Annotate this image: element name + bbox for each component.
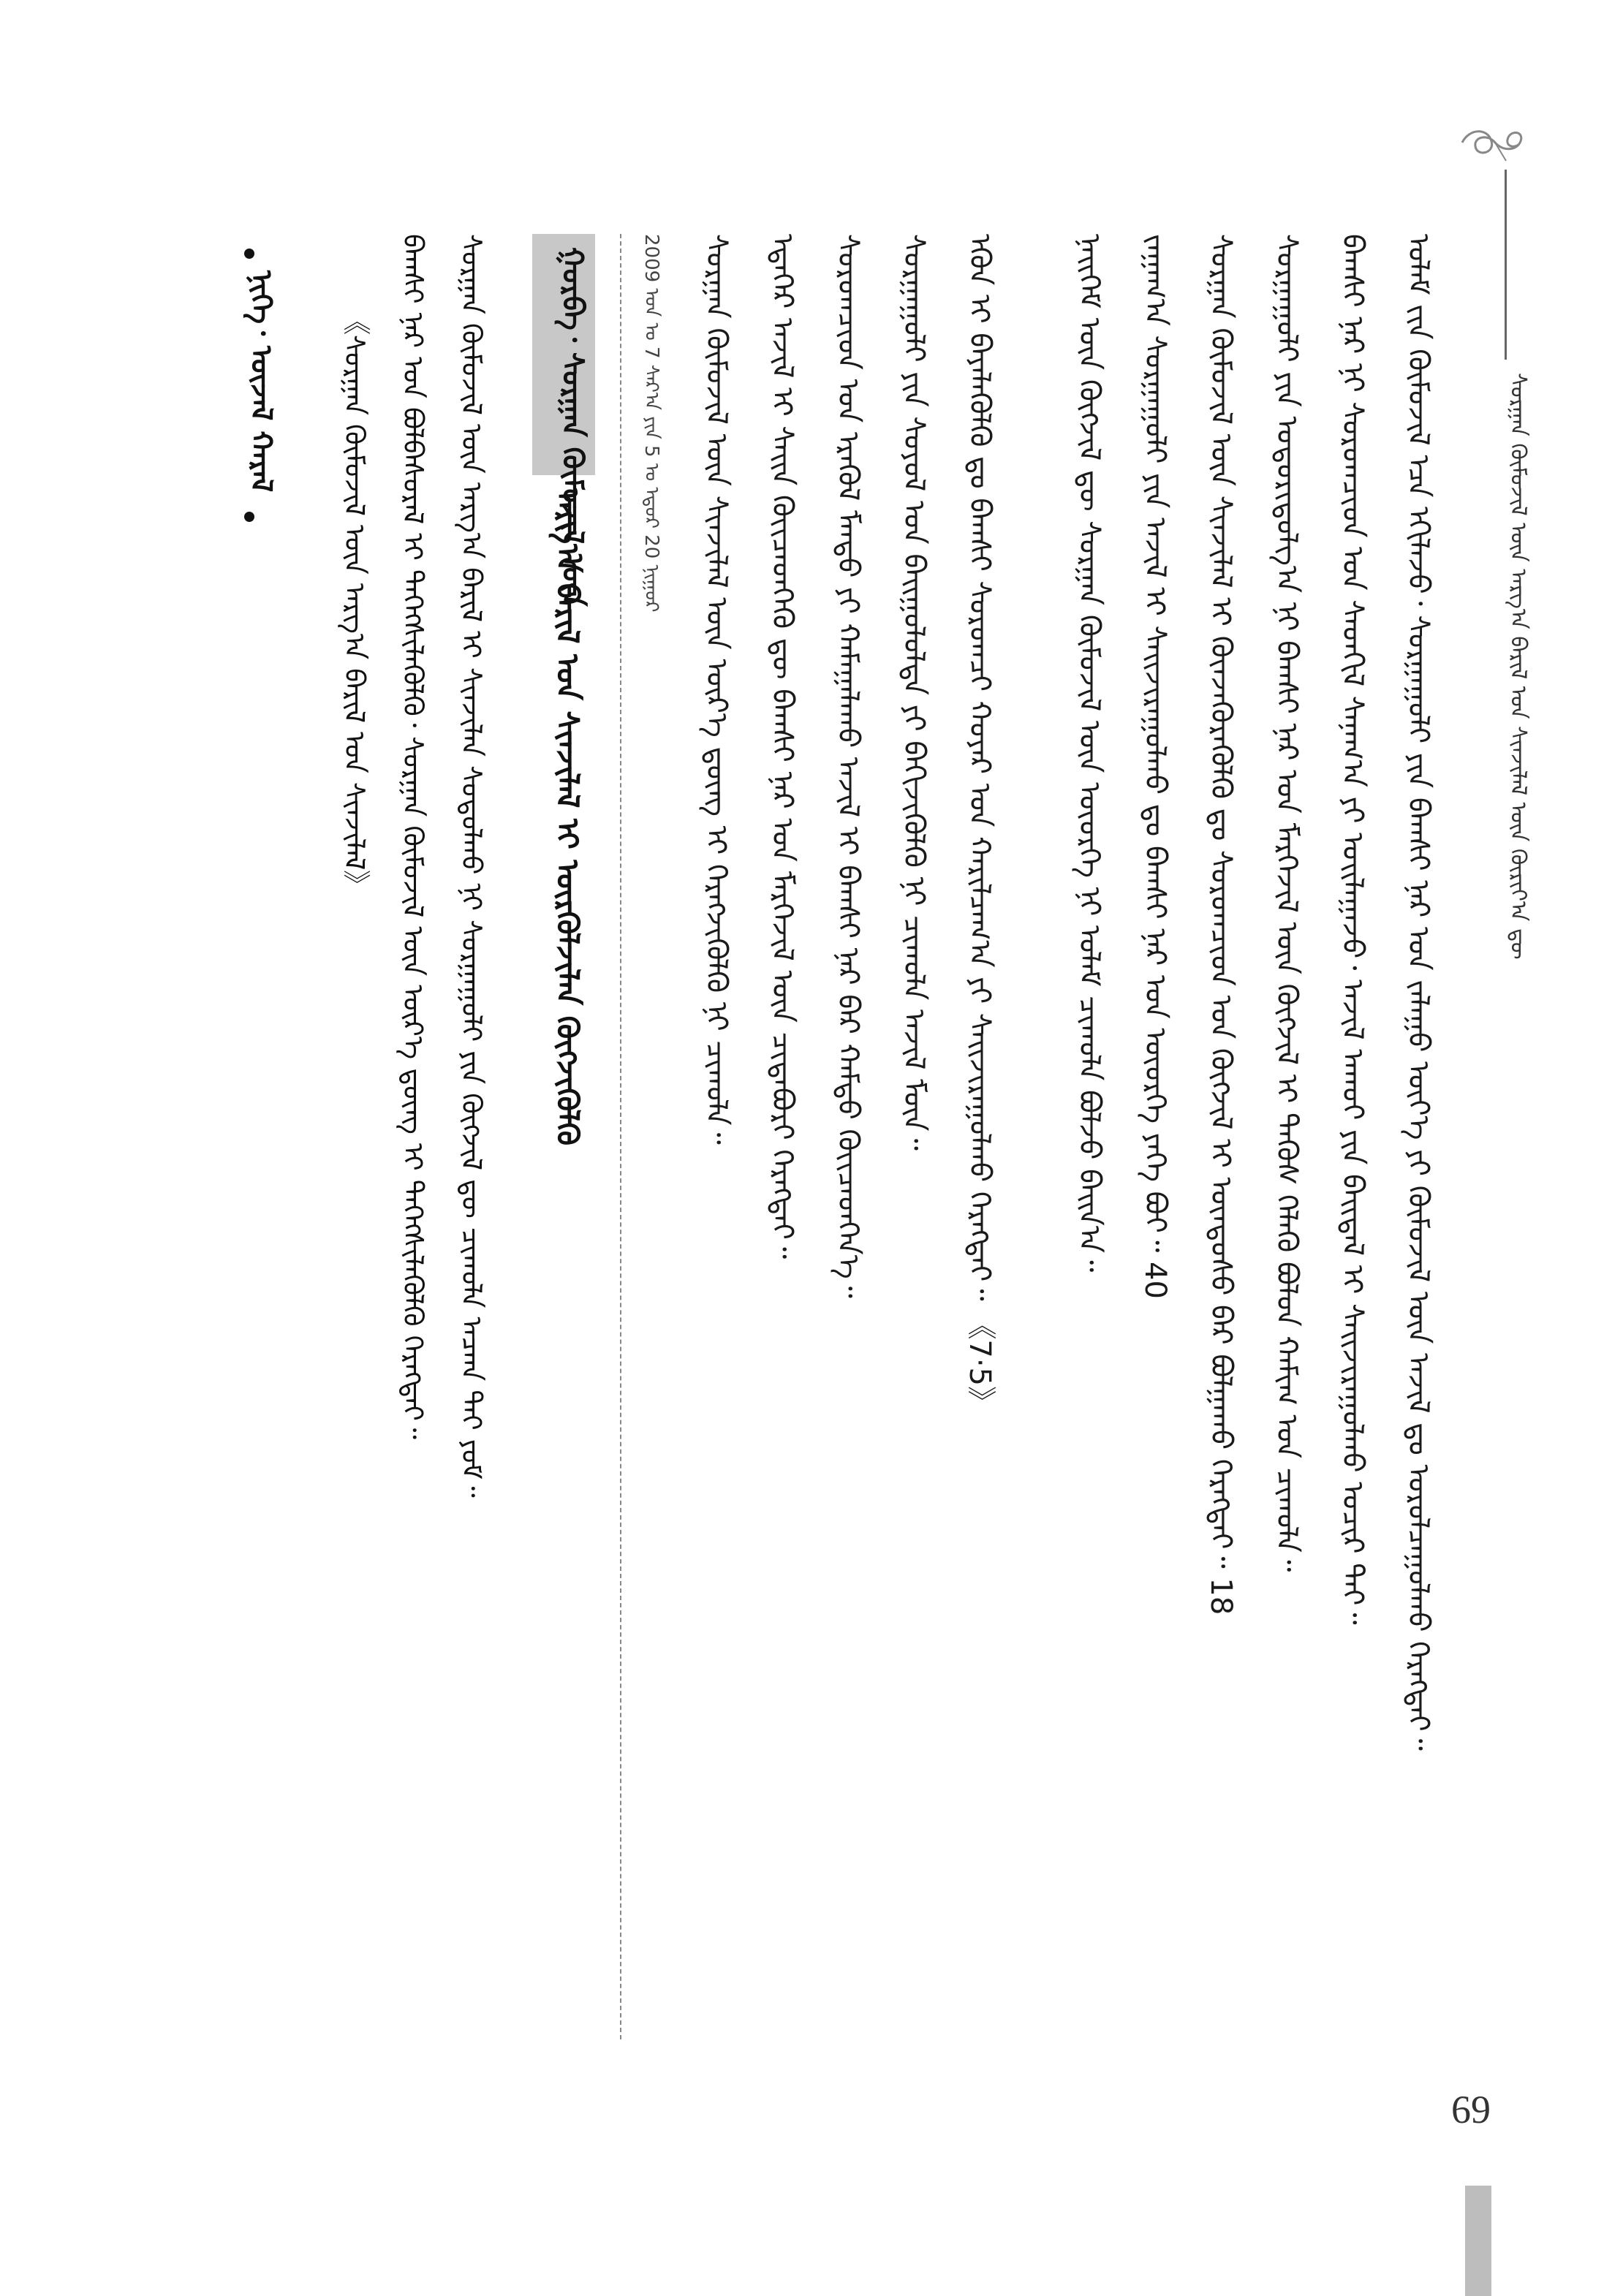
header-rule	[1505, 170, 1507, 360]
body-column: ᠰᠤᠷᠭᠠᠨ ᠬᠦᠮᠦᠵᠢᠯ ᠦᠨ ᠰᠢᠨᠵᠢᠯᠡᠯ ᠦᠨ ᠦᠷ᠎ᠡ ᠳ᠋ᠦᠩ ᠢ ᠬᠡᠷᠡᠭᠵᠢᠭᠦᠯᠬᠦ ᠨᠢ ᠴᠢᠬᠤᠯᠠ᠃	[700, 234, 733, 1145]
body-column: ᠨᠡᠢᠭᠡᠮ ᠦᠨ ᠬᠥᠭᠵᠢᠯ ᠳᠦ ᠰᠤᠷᠭᠠᠨ ᠬᠦᠮᠦᠵᠢᠯ ᠦᠨ ᠦᠦᠷᠭᠡ ᠨᠢ ᠤᠯᠠᠮ ᠴᠢᠬᠤᠯᠠ ᠪᠣᠯᠵᠤ ᠪᠠᠢᠨ᠎ᠠ᠃	[1072, 234, 1106, 1273]
body-column: ᠡᠭᠦᠨ ᠢ ᠪᠡᠶᠡᠯᠡᠭᠦᠯᠬᠦ ᠳᠤ ᠪᠠᠭᠰᠢ ᠰᠤᠷᠤᠭᠴᠢ ᠬᠣᠶᠠᠷ ᠤᠨ ᠬᠠᠷᠢᠯᠴᠠᠭ᠎ᠠ ᠶᠢ ᠰᠠᠢᠵᠢᠷᠠᠭᠤᠯᠬᠤ ᠬᠡᠷᠡᠭᠲᠡᠢ᠃ 《7·5》	[963, 234, 996, 1415]
next-heading: ᠨᠢᠭᠡ᠂ ᠦᠵᠡᠯ ᠬᠠᠷᠠᠯ	[244, 270, 278, 493]
page-number: 69	[1451, 2088, 1491, 2132]
heading-bullet	[244, 512, 254, 522]
running-header: ᠰᠤᠷᠭᠠᠨ ᠬᠦᠮᠦᠵᠢᠯ ᠦᠨ ᠠᠷᠭ᠎ᠠ ᠪᠠᠷᠢᠯ ᠤᠨ ᠰᠢᠨᠵᠢᠯᠡᠯ ᠦᠨ ᠬᠦᠷᠢᠶ᠎ᠡᠨ ᠳᠦ	[1505, 373, 1531, 960]
body-column: ᠰᠤᠷᠭᠠᠭᠤᠯᠢ ᠶᠢᠨ ᠰᠣᠶᠣᠯ ᠤᠨ ᠪᠠᠢᠭᠤᠯᠤᠯᠲᠠ ᠶᠢ ᠪᠡᠬᠢᠵᠢᠭᠦᠯᠬᠦ ᠨᠢ ᠴᠢᠬᠤᠯᠠ ᠠᠵᠢᠯ ᠮᠥᠨ᠃	[897, 234, 931, 1151]
footnote: 2009 ᠣᠨ ᠤ 7 ᠰᠠᠷ᠎ᠠ ᠶᠢᠨ 5 ᠤ ᠡᠳᠦᠷ 20 ᠨᠢᠭᠤᠷ	[640, 234, 662, 613]
body-column: ᠵᠠᠭᠠᠭ᠎ᠠ ᠰᠤᠷᠭᠠᠭᠤᠯᠢ ᠶᠢᠨ ᠠᠵᠢᠯ ᠢ ᠰᠠᠢᠵᠢᠷᠠᠭᠤᠯᠬᠤ ᠳᠤ ᠪᠠᠭᠰᠢ ᠨᠠᠷ ᠤᠨ ᠦᠦᠷᠭᠡ ᠶᠡᠬᠡ ᠪᠤᠢ᠃ 40	[1138, 234, 1172, 1299]
body-column: ᠤᠯᠠᠮ ᠵᠢᠨ ᠬᠦᠮᠦᠵᠢᠯ ᠡᠴᠡ ᠡᠬᠢᠯᠡᠵᠦ᠂ ᠰᠤᠷᠭᠠᠭᠤᠯᠢ ᠶᠢᠨ ᠪᠠᠭᠰᠢ ᠨᠠᠷ ᠤᠨ ᠵᠠᠯᠠᠭᠤ ᠦᠶ᠎ᠡ ᠶᠢ ᠬᠦᠮᠦᠵᠢᠯ ᠦᠨ ᠠᠵᠢᠯ ᠳᠤ ᠣᠷᠣᠯᠴᠠᠭᠤᠯᠬᠤ ᠬᠡᠷᠡᠭᠲᠡᠢ᠃	[1401, 234, 1435, 1751]
section-paragraph-line: 《ᠰᠤᠷᠭᠠᠨ ᠬᠦᠮᠦᠵᠢᠯ ᠦᠨ ᠠᠷᠭ᠎ᠠ ᠪᠠᠷᠢᠯ ᠤᠨ ᠰᠢᠨᠵᠢᠯᠡᠯ》	[338, 307, 371, 898]
section-heading-label: ᠭᠤᠷᠪᠠ᠂ ᠰᠤᠷᠭᠠᠨ ᠬᠦᠮᠦᠵᠢᠯ ᠦᠨ	[556, 247, 589, 607]
section-paragraph-line: ᠰᠤᠷᠭᠠᠨ ᠬᠦᠮᠦᠵᠢᠯ ᠦᠨ ᠠᠷᠭ᠎ᠠ ᠪᠠᠷᠢᠯ ᠢ ᠰᠢᠨᠵᠢᠯᠡᠨ ᠰᠤᠳᠤᠯᠬᠤ ᠨᠢ ᠰᠤᠷᠭᠠᠭᠤᠯᠢ ᠶᠢᠨ ᠬᠥᠭᠵᠢᠯ ᠳᠦ ᠴᠢᠬᠤᠯᠠ ᠠᠴᠬᠠ ᠲᠠᠢ ᠶᠤᠮ᠃	[455, 234, 488, 1498]
body-column: ᠰᠤᠷᠭᠠᠭᠤᠯᠢ ᠶᠢᠨ ᠤᠳᠤᠷᠢᠳᠤᠯᠭ᠎ᠠ ᠨᠢ ᠪᠠᠭᠰᠢ ᠨᠠᠷ ᠤᠨ ᠮᠡᠷᠭᠡᠵᠢᠯ ᠦᠨ ᠬᠥᠭᠵᠢᠯ ᠢ ᠲᠡᠭᠦᠰ ᠬᠡᠯᠡᠬᠦ ᠪᠤᠯᠤᠨ ᠬᠠᠮᠢᠭ ᠤᠨ ᠴᠢᠬᠤᠯᠠ᠃	[1270, 234, 1304, 1572]
page-edge-tab	[1465, 2186, 1491, 2296]
body-column: ᠪᠠᠭᠰᠢ ᠨᠠᠷ ᠨᠢ ᠰᠤᠷᠤᠭᠴᠢᠳ ᠤᠨ ᠰᠡᠳᠬᠢᠯ ᠰᠠᠨᠠᠭ᠎ᠠ ᠶᠢ ᠣᠢᠯᠠᠭᠠᠵᠤ᠂ ᠠᠵᠢᠯ ᠠᠬᠤᠢ ᠶᠢᠨ ᠪᠠᠢᠳᠠᠯ ᠢ ᠰᠠᠢᠵᠢᠷᠠᠭᠤᠯᠬᠤ ᠤᠴᠢᠷ ᠲᠠᠢ᠃	[1336, 234, 1369, 1625]
footnote-rule	[620, 234, 621, 2039]
heading-bullet	[244, 249, 254, 259]
body-column: ᠡᠳᠡᠭᠡᠷ ᠠᠵᠢᠯ ᠢ ᠰᠠᠢᠨ ᠭᠦᠢᠴᠡᠳᠬᠡᠬᠦ ᠳᠦ ᠪᠠᠭᠰᠢ ᠨᠠᠷ ᠤᠨ ᠮᠡᠷᠭᠡᠵᠢᠯ ᠦᠨ ᠴᠢᠳᠠᠪᠤᠷᠢ ᠬᠡᠷᠡᠭᠲᠡᠢ᠃	[765, 234, 799, 1259]
body-column: ᠰᠤᠷᠭᠠᠨ ᠬᠦᠮᠦᠵᠢᠯ ᠦᠨ ᠰᠢᠨᠵᠢᠯᠡᠯ ᠢ ᠭᠦᠨᠵᠡᠭᠦᠷᠡᠭᠦᠯᠬᠦ ᠳᠤ ᠰᠤᠷᠤᠭᠴᠢᠳ ᠤᠨ ᠬᠥᠭᠵᠢᠯ ᠢ ᠦᠨᠳᠦᠰᠦ ᠪᠠᠷ ᠪᠣᠯᠭᠠᠬᠤ ᠬᠡᠷᠡᠭᠲᠡᠢ᠃ 18	[1204, 234, 1238, 1615]
body-column: ᠰᠤᠷᠤᠭᠴᠢᠳ ᠤᠨ ᠡᠷᠡᠭᠦᠯ ᠮᠡᠨᠳᠦ ᠶᠢ ᠬᠠᠮᠠᠭᠠᠯᠠᠬᠤ ᠠᠵᠢᠯ ᠢ ᠪᠠᠭᠰᠢ ᠨᠠᠷ ᠪᠡᠷ ᠬᠠᠮᠲᠤ ᠭᠦᠢᠴᠡᠳᠬᠡᠨ᠎ᠡ᠃	[831, 234, 865, 1298]
section-heading-box	[532, 234, 595, 607]
section-title: ᠠᠷᠭ᠎ᠠ ᠪᠠᠷᠢᠯ ᠤᠨ ᠰᠢᠨᠵᠢᠯᠡᠯ ᠢ ᠦᠷᠭᠦᠯᠵᠢᠯᠡᠨ ᠬᠥᠭᠵᠢᠭᠦᠯᠬᠦ	[550, 488, 586, 1146]
section-paragraph-line: ᠪᠠᠭᠰᠢ ᠨᠠᠷ ᠤᠨ ᠪᠣᠯᠪᠠᠰᠤᠷᠠᠯ ᠢ ᠳᠡᠭᠡᠭᠰᠢᠯᠡᠭᠦᠯᠬᠦ᠂ ᠰᠤᠷᠭᠠᠨ ᠬᠦᠮᠦᠵᠢᠯ ᠦᠨ ᠦᠷ᠎ᠡ ᠳ᠋ᠦᠩ ᠢ ᠳᠡᠭᠡᠭᠰᠢᠯᠡᠭᠦᠯᠬᠦ ᠬᠡᠷᠡᠭᠲᠡᠢ᠃	[397, 234, 429, 1439]
header-ornament-icon	[1455, 121, 1535, 164]
